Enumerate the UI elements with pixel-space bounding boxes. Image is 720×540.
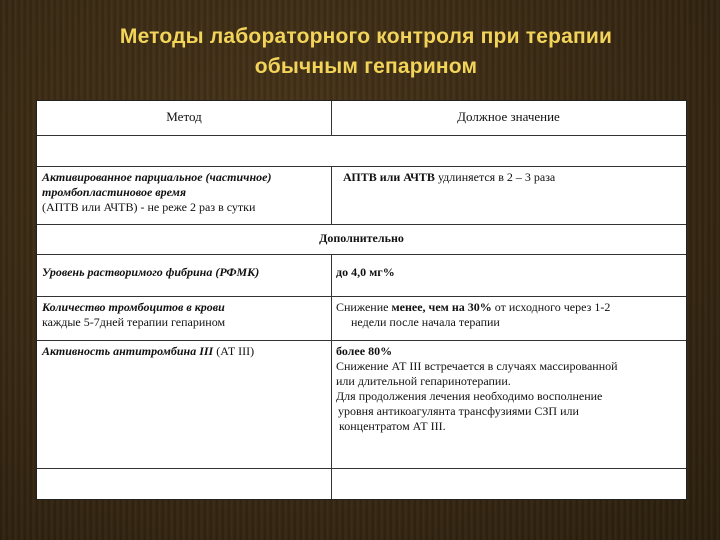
header-method: Метод — [166, 109, 202, 124]
header-value: Должное значение — [457, 109, 560, 124]
method-note: (АПТВ или АЧТВ) - не реже 2 раз в сутки — [42, 200, 256, 214]
value-text: Снижение — [336, 300, 392, 314]
value-cell: до 4,0 мг% — [336, 265, 395, 279]
value-text: концентратом АТ III. — [339, 419, 446, 433]
value-cell — [331, 297, 686, 340]
value-text: недели после начала терапии — [351, 315, 500, 329]
value-text: Снижение АТ III встречается в случаях массированной — [336, 359, 618, 373]
method-name: Активированное парциальное (частичное) тромбопластиновое время — [42, 170, 272, 199]
value-text: удлиняется в 2 – 3 раза — [434, 170, 556, 184]
value-cell — [331, 341, 686, 468]
table-row — [37, 167, 686, 225]
slide-title — [60, 22, 672, 82]
value-text: или длительной гепаринотерапии. — [336, 374, 511, 388]
method-name: Количество тромбоцитов в крови — [42, 300, 225, 314]
table-row-empty — [37, 469, 686, 499]
table-row — [37, 341, 686, 469]
table-row-empty — [37, 136, 686, 167]
method-name: Активность антитромбина III — [42, 344, 214, 358]
method-cell — [37, 297, 331, 340]
value-text: уровня антикоагулянта трансфузиями СЗП или — [338, 404, 579, 418]
slide-title-line1: Методы лабораторного контроля при терапии — [119, 25, 613, 48]
column-divider — [331, 469, 332, 499]
table-section-row — [37, 225, 686, 255]
method-cell — [37, 255, 331, 296]
method-note: (АТ III) — [213, 344, 255, 358]
method-name: Уровень растворимого фибрина (РФМК) — [42, 265, 260, 279]
value-emphasis: менее, чем на 30% — [391, 300, 492, 314]
method-cell — [37, 341, 331, 468]
value-text: от исходного через 1-2 — [491, 300, 611, 314]
value-emphasis: АПТВ или АЧТВ — [343, 170, 435, 184]
method-cell — [37, 167, 331, 224]
table-row — [37, 297, 686, 341]
table-row — [37, 255, 686, 297]
method-note: каждые 5-7дней терапии гепарином — [42, 315, 226, 329]
table-header-row — [37, 101, 686, 136]
value-cell — [331, 167, 686, 224]
section-label: Дополнительно — [319, 231, 404, 245]
lab-methods-table — [36, 100, 687, 500]
slide-title-line2: обычным гепарином — [254, 55, 478, 78]
value-text: Для продолжения лечения необходимо восполнение — [336, 389, 603, 403]
value-emphasis: более 80% — [336, 344, 393, 358]
